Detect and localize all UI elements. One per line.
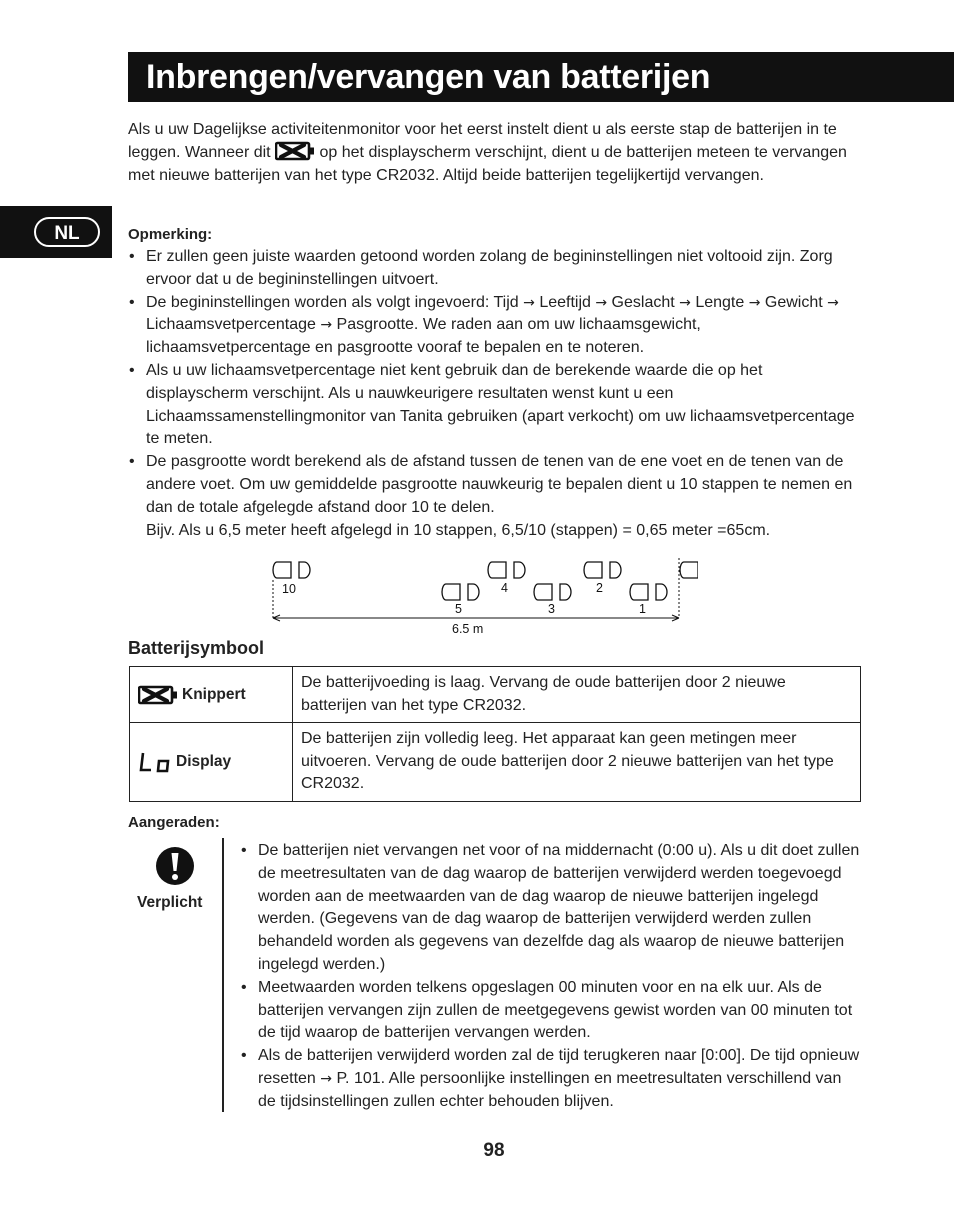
note-example: Bijv. Als u 6,5 meter heeft afgelegd in 10 stappen, 6,5/10 (stappen) = 0,65 meter =65cm. bbox=[146, 521, 771, 539]
note-text: Er zullen geen juiste waarden getoond worden zolang de begininstellingen niet voltooid zijn. Zorg ervoor dat u de begininstellingen uitvoert. bbox=[146, 248, 833, 288]
language-tab bbox=[0, 206, 112, 258]
setting-step: Tijd bbox=[493, 293, 519, 311]
intro-text-start: Als u uw Dagelijkse activiteitenmonitor voor het eerst instelt dient u als eerste stap de batterijen in te leggen. Wanneer dit bbox=[128, 121, 837, 161]
recommended-list bbox=[240, 840, 860, 1114]
battery-symbol-heading: Batterijsymbool bbox=[128, 638, 265, 658]
table-row bbox=[130, 667, 861, 723]
divider bbox=[222, 838, 224, 1112]
list-item bbox=[128, 451, 868, 542]
title-bar bbox=[128, 52, 954, 102]
list-item bbox=[128, 360, 868, 451]
setting-step: Lengte bbox=[695, 293, 745, 311]
battery-low-icon bbox=[275, 141, 315, 161]
step-label: 1 bbox=[639, 602, 646, 616]
symbol-description: De batterijvoeding is laag. Vervang de oude batterijen door 2 nieuwe batterijen van het type CR2032. bbox=[293, 667, 861, 723]
arrow-icon: → bbox=[320, 1070, 332, 1087]
battery-symbol-table bbox=[129, 666, 861, 802]
arrow-icon: → bbox=[679, 294, 691, 311]
battery-low-icon bbox=[138, 685, 178, 705]
setting-step: Leeftijd bbox=[539, 293, 591, 311]
setting-step: Lichaamsvetpercentage bbox=[146, 316, 316, 334]
page-number: 98 bbox=[483, 1140, 505, 1161]
setting-step: Pasgrootte bbox=[336, 316, 414, 334]
note-text: De pasgrootte wordt berekend als de afstand tussen de tenen van de ene voet en de tenen van de andere voet. Om uw gemiddelde pasgrootte nauwkeurig te bepalen dient u 10 stappen te nemen en dan de totale afgelegde afstand door 10 te delen. bbox=[146, 453, 853, 516]
symbol-label: Display bbox=[176, 752, 232, 770]
exclamation-icon bbox=[155, 846, 195, 886]
symbol-description: De batterijen zijn volledig leeg. Het apparaat kan geen metingen meer uitvoeren. Vervang de oude batterijen door 2 nieuwe batterijen van het type CR2032. bbox=[293, 723, 861, 802]
arrow-icon: → bbox=[827, 294, 839, 311]
list-item bbox=[240, 1045, 860, 1113]
arrow-icon: → bbox=[595, 294, 608, 311]
note-text: Als u uw lichaamsvetpercentage niet kent gebruik dan de berekende waarde die op het displayscherm verschijnt. Als u nauwkeurigere resultaten wenst kunt u een Lichaamssamenstellingmonitor van Tanita gebruiken (apart verkocht) om uw lichaamsvetpercentage te meten. bbox=[146, 361, 855, 448]
note-heading: Opmerking: bbox=[128, 226, 213, 243]
intro-text-end: op het displayscherm verschijnt, dient u de batterijen meteen te vervangen met nieuwe batterijen van het type CR2032. Altijd beide batterijen tegelijkertijd vervangen. bbox=[128, 144, 847, 184]
list-item bbox=[128, 246, 868, 292]
recommendation-text: De batterijen niet vervangen net voor of na middernacht (0:00 u). Als u dit doet zullen de meetresultaten van de dag waarop de batterijen verwijderd werden toegevoegd worden aan de meetwaarden van de dag waarop de nieuwe batterijen ingelegd werden. (Gegevens van de dag waarop de batterijen verwijderd werden zullen behandeld worden als gegevens van dezelfde dag als waarop de nieuwe batterijen ingelegd werden.) bbox=[258, 842, 860, 973]
symbol-label: Knippert bbox=[182, 685, 246, 703]
intro-paragraph bbox=[128, 118, 868, 187]
step-label: 10 bbox=[282, 582, 296, 596]
list-item bbox=[128, 292, 868, 360]
language-badge: NL bbox=[34, 217, 100, 247]
recommendation-text: Meetwaarden worden telkens opgeslagen 00 minuten voor en na elk uur. Als de batterijen vervangen zijn zullen de meetgegevens gewist worden van 00 minuten tot de tijd waarop de batterijen vervangen werden. bbox=[258, 978, 853, 1042]
symbol-cell bbox=[130, 723, 293, 802]
note-text: De begininstellingen worden als volgt ingevoerd: bbox=[146, 293, 494, 311]
list-item bbox=[240, 977, 860, 1045]
lo-display-icon bbox=[138, 750, 172, 774]
stride-diagram bbox=[268, 552, 698, 640]
list-item bbox=[240, 840, 860, 977]
notes-list bbox=[128, 246, 868, 542]
recommendation-text: P. 101. Alle persoonlijke instellingen en meetresultaten verschillend van de tijdsinstellingen zullen echter behouden blijven. bbox=[258, 1069, 842, 1110]
mandatory-label: Verplicht bbox=[137, 894, 203, 911]
page-title: Inbrengen/vervangen van batterijen bbox=[146, 58, 711, 96]
arrow-icon: → bbox=[320, 317, 333, 334]
step-label: 3 bbox=[548, 602, 555, 616]
setting-step: Gewicht bbox=[764, 293, 823, 311]
symbol-cell bbox=[130, 667, 293, 723]
recommended-heading: Aangeraden: bbox=[128, 814, 220, 831]
arrow-icon: → bbox=[523, 294, 535, 311]
recommendation-text: Als de batterijen verwijderd worden zal de tijd terugkeren naar [0:00]. De tijd opnieuw resetten bbox=[258, 1047, 860, 1087]
step-label: 5 bbox=[455, 602, 462, 616]
step-label: 2 bbox=[596, 581, 603, 595]
step-label: 4 bbox=[501, 581, 508, 595]
note-text: . We raden aan om uw lichaamsgewicht, lichaamsvetpercentage en pasgrootte vooraf te bepalen en te noteren. bbox=[146, 316, 701, 357]
distance-label: 6.5 m bbox=[452, 622, 484, 636]
table-row bbox=[130, 723, 861, 802]
arrow-icon: → bbox=[748, 294, 761, 311]
setting-step: Geslacht bbox=[611, 293, 675, 311]
